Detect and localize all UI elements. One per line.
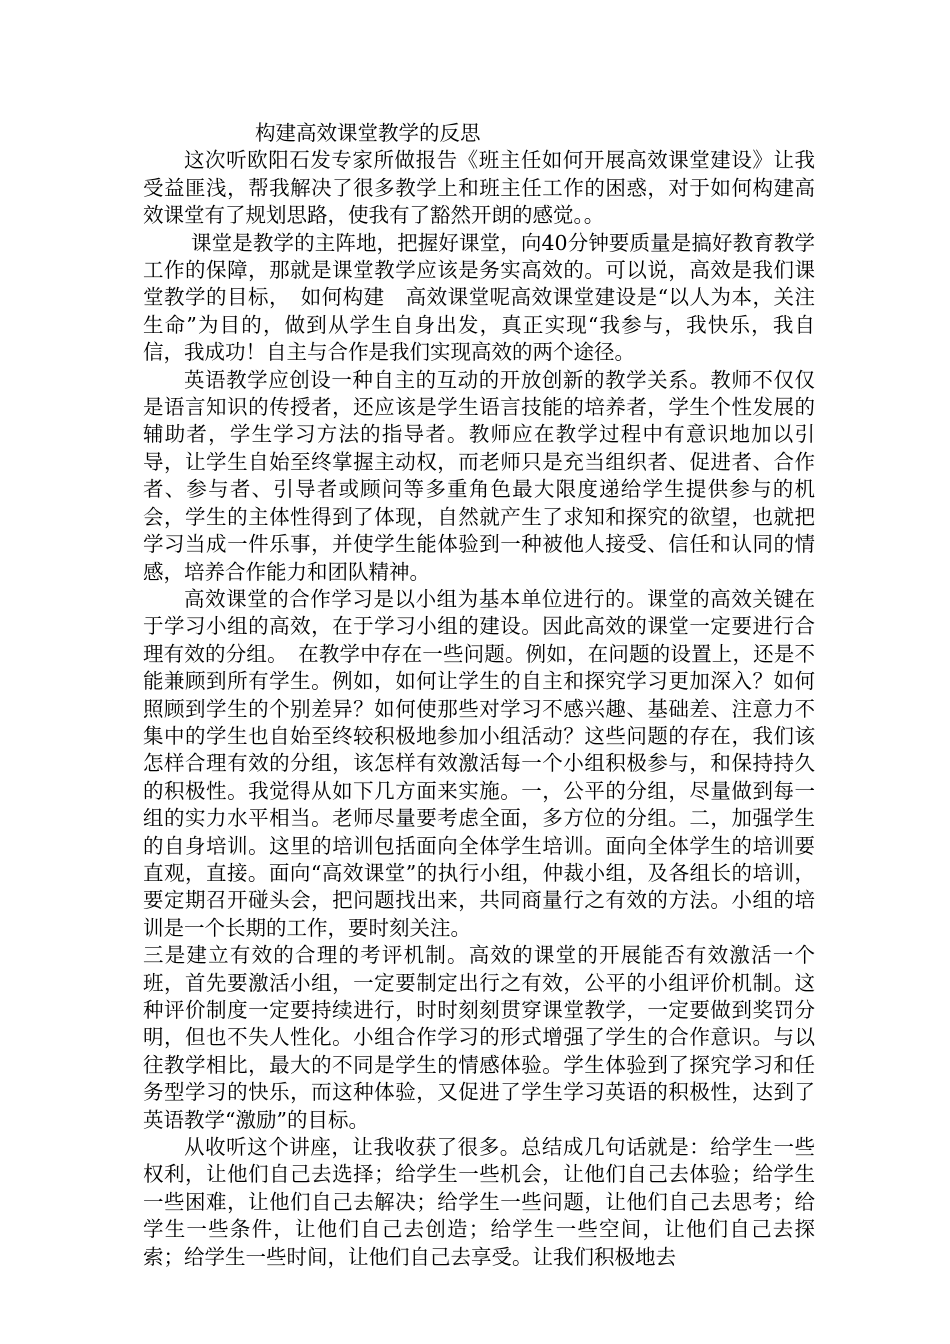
paragraph-2: 课堂是教学的主阵地，把握好课堂，向40分钟要质量是搞好教育教学工作的保障，那就是课堂教学应该是务实高效的。可以说，高效是我们课堂教学的目标， 如何构建 高效课堂呢高效课堂建设是“以人为本，关注生命”为目的，做到从学生自身出发，真正实现“我参与，我快乐，我自信，我成功！自主与合作是我们实现高效的两个途径。 [143,230,815,365]
paragraph-3: 英语教学应创设一种自主的互动的开放创新的教学关系。教师不仅仅是语言知识的传授者，还应该是学生语言技能的培养者，学生个性发展的辅助者，学生学习方法的指导者。教师应在教学过程中有意识地加以引导，让学生自始至终掌握主动权，而老师只是充当组织者、促进者、合作者、参与者、引导者或顾问等多重角色最大限度递给学生提供参与的机会，学生的主体性得到了体现，自然就产生了求知和探究的欲望，也就把学习当成一件乐事，并使学生能体验到一种被他人接受、信任和认同的情感，培养合作能力和团队精神。 [143,367,815,584]
paragraph-1: 这次听欧阳石发专家所做报告《班主任如何开展高效课堂建设》让我受益匪浅，帮我解决了很多教学上和班主任工作的困惑，对于如何构建高效课堂有了规划思路，使我有了豁然开朗的感觉。。 [143,148,815,228]
document-body [143,120,815,1271]
paragraph-6: 从收听这个讲座，让我收获了很多。总结成几句话就是：给学生一些权利，让他们自己去选择；给学生一些机会，让他们自己去体验；给学生一些困难，让他们自己去解决；给学生一些问题，让他们自己去思考；给学生一些条件，让他们自己去创造；给学生一些空间，让他们自己去探索；给学生一些时间，让他们自己去享受。让我们积极地去 [143,1135,815,1269]
paragraph-4: 高效课堂的合作学习是以小组为基本单位进行的。课堂的高效关键在于学习小组的高效，在于学习小组的建设。因此高效的课堂一定要进行合理有效的分组。 在教学中存在一些问题。例如，在问题的设置上，还是不能兼顾到所有学生。例如，如何让学生的自主和探究学习更加深入？如何照顾到学生的个别差异？如何使那些对学习不感兴趣、基础差、注意力不集中的学生也自始至终较积极地参加小组活动？这些问题的存在，我们该怎样合理有效的分组，该怎样有效激活每一个小组积极参与，和保持持久的积极性。我觉得从如下几方面来实施。一，公平的分组，尽量做到每一组的实力水平相当。老师尽量要考虑全面，多方位的分组。二，加强学生的自身培训。这里的培训包括面向全体学生培训。面向全体学生的培训要直观，直接。面向“高效课堂”的执行小组，仲裁小组，及各组长的培训，要定期召开碰头会，把问题找出来，共同商量行之有效的方法。小组的培训是一个长期的工作，要时刻关注。 [143,586,815,940]
paragraph-5: 三是建立有效的合理的考评机制。高效的课堂的开展能否有效激活一个班，首先要激活小组，一定要制定出行之有效，公平的小组评价机制。这种评价制度一定要持续进行，时时刻刻贯穿课堂教学，一定要做到奖罚分明，但也不失人性化。小组合作学习的形式增强了学生的合作意识。与以往教学相比，最大的不同是学生的情感体验。学生体验到了探究学习和任务型学习的快乐，而这种体验，又促进了学生学习英语的积极性，达到了英语教学“激励”的目标。 [143,943,815,1132]
document-title: 构建高效课堂教学的反思 [255,121,481,145]
